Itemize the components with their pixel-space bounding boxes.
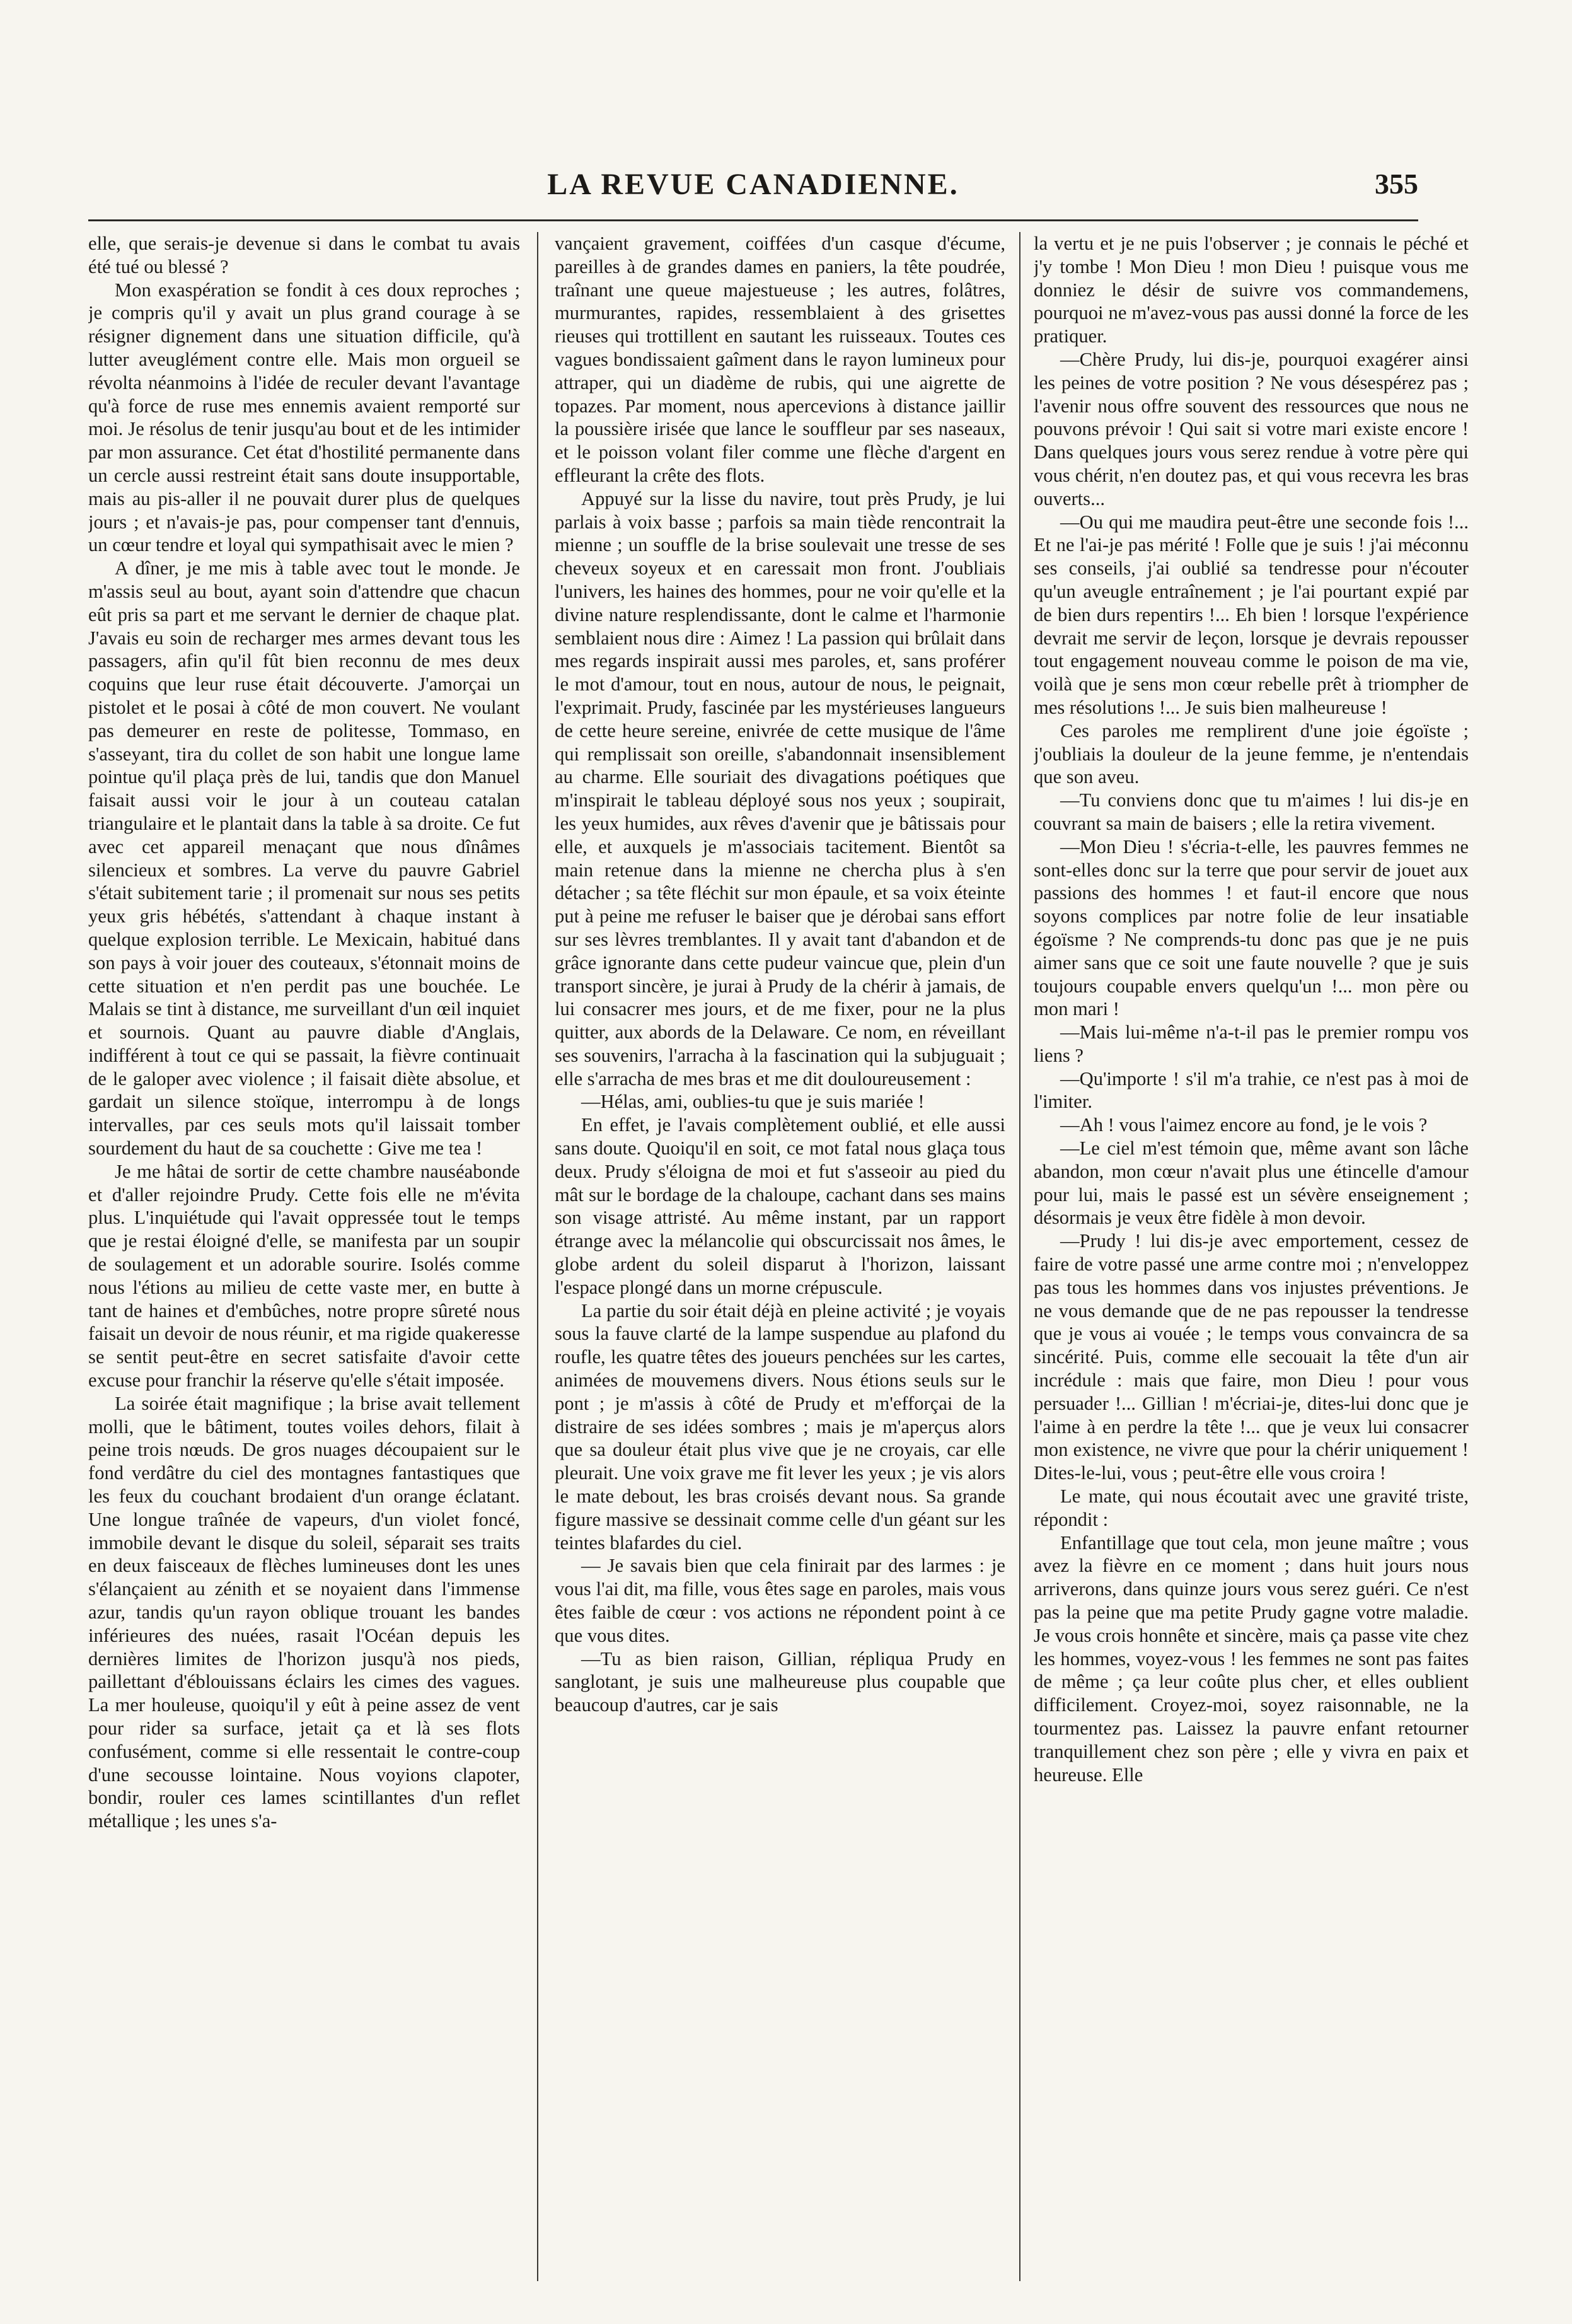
column-3 (1034, 232, 1469, 2287)
paragraph: Enfantillage que tout cela, mon jeune maître ; vous avez la fièvre en ce moment ; dans huit jours nous arriverons, dans quinze jours vous serez guéri. Ce n'est pas la peine que ma petite Prudy gagne votre maladie. Je vous crois honnête et sincère, mais ça passe vite chez les hommes, voyez-vous ! les femmes ne sont pas faites de même ; ça leur coûte plus cher, et elles oublient difficilement. Croyez-moi, soyez raisonnable, ne la tourmentez pas. Laissez la pauvre enfant retourner tranquillement chez son père ; elle y vivra en paix et heureuse. Elle (1034, 1531, 1469, 1786)
paragraph: la vertu et je ne puis l'observer ; je connais le péché et j'y tombe ! Mon Dieu ! mon Dieu ! puisque vous me donniez le désir de suivre vos commandemens, pourquoi ne m'avez-vous pas aussi donné la force de les pratiquer. (1034, 233, 1469, 347)
paragraph: elle, que serais-je devenue si dans le combat tu avais été tué ou blessé ? (88, 233, 520, 277)
paragraph: La soirée était magnifique ; la brise avait tellement molli, que le bâtiment, toutes voiles dehors, filait à peine trois nœuds. De gros nuages découpaient sur le fond verdâtre du ciel des montagnes fantastiques que les feux du couchant brodaient d'un orange éclatant. Une longue traînée de vapeurs, d'un violet foncé, immobile devant le disque du soleil, séparait ses traits en deux faisceaux de flèches lumineuses dont les unes s'élançaient au zénith et se noyaient dans l'immense azur, tandis qu'un rayon oblique trouant les bandes inférieures des nuées, rasait l'Océan depuis les dernières limites de l'horizon jusqu'à nos pieds, paillettant d'éblouissans éclairs les cimes des vagues. La mer houleuse, quoiqu'il y eût à peine assez de vent pour rider sa surface, jetait ça et là ses flots confusément, comme si elle ressentait le contre-coup d'une secousse lointaine. Nous voyions clapoter, bondir, rouler ces lames scintillantes d'un reflet métallique ; les unes s'a- (88, 1392, 520, 1832)
paragraph: La partie du soir était déjà en pleine activité ; je voyais sous la fauve clarté de la lampe suspendue au plafond du roufle, les quatre têtes des joueurs penchées sur les cartes, animées de mouvemens divers. Nous étions seuls sur le pont ; je m'assis à côté de Prudy et m'efforçai de la distraire de ses idées sombres ; mais je m'aperçus alors que sa douleur était plus vive que je ne croyais, car elle pleurait. Une voix grave me fit lever les yeux ; je vis alors le mate debout, les bras croisés devant nous. Sa grande figure massive se dessinait comme celle d'un géant sur les teintes blafardes du ciel. (555, 1299, 1005, 1554)
paragraph: Appuyé sur la lisse du navire, tout près Prudy, je lui parlais à voix basse ; parfois sa main tiède rencontrait la mienne ; un souffle de la brise soulevait une tresse de ses cheveux soyeux et en caressait mon front. J'oubliais l'univers, les haines des hommes, pour ne voir qu'elle et la divine nature resplendissante, dont le calme et l'harmonie semblaient nous dire : Aimez ! La passion qui brûlait dans mes regards inspirait aussi mes paroles, et, sans proférer le mot d'amour, tout en nous, autour de nous, le peignait, l'exprimait. Prudy, fascinée par les mystérieuses langueurs de cette heure sereine, enivrée de cette musique de l'âme qui remplissait son oreille, s'abandonnait insensiblement au charme. Elle souriait des divagations poétiques que m'inspirait le tableau déployé sous nos yeux ; soupirait, les yeux humides, aux rêves d'avenir que je bâtissais pour elle, et auxquels je m'associais tacitement. Bientôt sa main retenue dans la mienne ne chercha plus à s'en détacher ; sa tête fléchit sur mon épaule, et sa voix éteinte put à peine me refuser le baiser que je dérobai sans effort sur ses lèvres tremblantes. Il y avait tant d'abandon et de grâce ignorante dans cette pudeur vaincue que, plein d'un transport sincère, je jurai à Prudy de la chérir à jamais, de lui consacrer mes jours, et de me fixer, pour ne la plus quitter, aux abords de la Delaware. Ce nom, en réveillant ses souvenirs, l'arracha à la fascination qui la subjuguait ; elle s'arracha de mes bras et me dit douloureusement : (555, 487, 1005, 1089)
paragraph: —Le ciel m'est témoin que, même avant son lâche abandon, mon cœur n'avait plus une étincelle d'amour pour lui, mais le passé est un sévère enseignement ; désormais je veux être fidèle à mon devoir. (1034, 1137, 1469, 1229)
page-number: 355 (1375, 168, 1418, 200)
column-divider (537, 232, 538, 2281)
paragraph: A dîner, je me mis à table avec tout le monde. Je m'assis seul au bout, ayant soin d'attendre que chacun eût pris sa part et me servant le dernier de chaque plat. J'avais eu soin de recharger mes armes devant tous les passagers, afin qu'il fût bien reconnu de mes deux coquins que leur ruse était découverte. J'amorçai un pistolet et le posai à côté de mon couvert. Ne voulant pas demeurer en reste de politesse, Tommaso, en s'asseyant, tira du collet de son habit une longue lame pointue qu'il plaça près de lui, tandis que don Manuel faisait aussi voir le jour à un couteau catalan triangulaire et le plantait dans la table à sa droite. Ce fut avec cet appareil menaçant que nous dînâmes silencieux et sombres. La verve du pauvre Gabriel s'était subitement tarie ; il promenait sur nous ses petits yeux gris hébétés, s'attendant à chaque instant à quelque explosion terrible. Le Mexicain, habitué dans son pays à voir jouer des couteaux, s'étonnait moins de cette situation et n'en perdit pas une bouchée. Le Malais se tint à distance, me surveillant d'un œil inquiet et sournois. Quant au pauvre diable d'Anglais, indifférent à tout ce qui se passait, la fièvre continuait de le galoper avec violence ; il faisait diète absolue, et gardait un silence stoïque, interrompu à de longs intervalles, par ces seuls mots qu'il laissait tomber sourdement du haut de sa couchette : Give me tea ! (88, 557, 520, 1159)
publication-title: LA REVUE CANADIENNE. (547, 168, 959, 201)
paragraph: —Tu conviens donc que tu m'aimes ! lui dis-je en couvrant sa main de baisers ; elle la retira vivement. (1034, 789, 1469, 834)
paragraph: —Tu as bien raison, Gillian, répliqua Prudy en sanglotant, je suis une malheureuse plus coupable que beaucoup d'autres, car je sais (555, 1647, 1005, 1716)
paragraph: —Mais lui-même n'a-t-il pas le premier rompu vos liens ? (1034, 1021, 1469, 1066)
paragraph: Je me hâtai de sortir de cette chambre nauséabonde et d'aller rejoindre Prudy. Cette fois elle ne m'évita plus. L'inquiétude qui l'avait oppressée tout le temps que je restai éloigné d'elle, se manifesta par un soupir de soulagement et un adorable sourire. Isolés comme nous l'étions au milieu de cette vaste mer, en butte à tant de haines et d'embûches, notre propre sûreté nous faisait un devoir de nous réunir, et ma rigide quakeresse se sentit peut-être en secret satisfaite d'avoir cette excuse pour franchir la réserve qu'elle s'était imposée. (88, 1160, 520, 1391)
paragraph: Le mate, qui nous écoutait avec une gravité triste, répondit : (1034, 1485, 1469, 1530)
paragraph: —Prudy ! lui dis-je avec emportement, cessez de faire de votre passé une arme contre moi ; n'enveloppez pas tous les hommes dans vos injustes préventions. Je ne vous demande que de ne pas repousser la tendresse que je vous ai vouée ; le temps vous convaincra de sa sincérité. Puis, comme elle secouait la tête d'un air incrédule : mais que faire, mon Dieu ! pour vous persuader !... Gillian ! m'écriai-je, dites-lui donc que je l'aime à en perdre la tête !... que je veux lui consacrer mon existence, ne vivre que pour la chérir uniquement ! Dites-le-lui, vous ; peut-être elle vous croira ! (1034, 1230, 1469, 1484)
page-header (88, 167, 1418, 211)
column-divider (1019, 232, 1020, 2281)
paragraph: Ces paroles me remplirent d'une joie égoïste ; j'oubliais la douleur de la jeune femme, je n'entendais que son aveu. (1034, 719, 1469, 788)
paragraph: Mon exaspération se fondit à ces doux reproches ; je compris qu'il y avait un plus grand courage à se résigner dignement dans une situation difficile, qu'à lutter aveuglément contre elle. Mais mon orgueil se révolta néanmoins à l'idée de reculer devant l'avantage qu'à force de ruse mes ennemis avaient remporté sur moi. Je résolus de tenir jusqu'au bout et de les intimider par mon assurance. Cet état d'hostilité permanente dans un cercle aussi restreint était sans doute insupportable, mais au pis-aller il ne pouvait durer plus de quelques jours ; et n'avais-je pas, pour compenser tant d'ennuis, un cœur tendre et loyal qui sympathisait avec le mien ? (88, 279, 520, 556)
paragraph: —Qu'importe ! s'il m'a trahie, ce n'est pas à moi de l'imiter. (1034, 1067, 1469, 1113)
paragraph: —Ou qui me maudira peut-être une seconde fois !... Et ne l'ai-je pas mérité ! Folle que je suis ! j'ai méconnu ses conseils, j'ai oublié sa tendresse pour n'écouter qu'un aveugle entraînement ; je l'ai pourtant expié par de bien durs repentirs !... Eh bien ! lorsque l'expérience devrait me servir de leçon, lorsque je devrais repousser tout engagement nouveau comme le poison de ma vie, voilà que je sens mon cœur rebelle prêt à triompher de mes résolutions !... Je suis bien malheureuse ! (1034, 511, 1469, 718)
paragraph: —Ah ! vous l'aimez encore au fond, je le vois ? (1060, 1114, 1428, 1136)
paragraph: —Hélas, ami, oublies-tu que je suis mariée ! (581, 1091, 925, 1113)
paragraph: — Je savais bien que cela finirait par des larmes : je vous l'ai dit, ma fille, vous êtes sage en paroles, mais vous êtes faible de cœur : vos actions ne répondent point à ce que vous dites. (555, 1555, 1005, 1646)
column-2 (555, 232, 1005, 2287)
paragraph: En effet, je l'avais complètement oublié, et elle aussi sans doute. Quoiqu'il en soit, ce mot fatal nous glaça tous deux. Prudy s'éloigna de moi et fut s'asseoir au pied du mât sur le bordage de la chaloupe, cachant dans ses mains son visage attristé. Au même instant, par un rapport étrange avec la mélancolie qui obscurcissait nos âmes, le globe ardent du soleil disparut à l'horizon, laissant l'espace plongé dans un morne crépuscule. (555, 1114, 1005, 1298)
paragraph: vançaient gravement, coiffées d'un casque d'écume, pareilles à de grandes dames en paniers, la tête poudrée, traînant une queue majestueuse ; les autres, folâtres, murmurantes, rapides, ressemblaient à des grisettes rieuses qui trottillent en sautant les ruisseaux. Toutes ces vagues bondissaient gaîment dans le rayon lumineux pour attraper, qui un diadème de rubis, qui une aigrette de topazes. Par moment, nous apercevions à distance jaillir la poussière irisée que lance le souffleur par ses naseaux, et le poisson volant filer comme une flèche d'argent en effleurant la crête des flots. (555, 233, 1005, 486)
paragraph: —Mon Dieu ! s'écria-t-elle, les pauvres femmes ne sont-elles donc sur la terre que pour servir de jouet aux passions des hommes ! et faut-il encore que nous soyons complices par notre folie de leur insatiable égoïsme ? Ne comprends-tu donc pas que je ne puis aimer sans que ce soit une faute nouvelle ? que je suis toujours coupable envers quelqu'un !... mon père ou mon mari ! (1034, 835, 1469, 1020)
paragraph: —Chère Prudy, lui dis-je, pourquoi exagérer ainsi les peines de votre position ? Ne vous désespérez pas ; l'avenir nous offre souvent des ressources que nous ne pouvons prévoir ! Qui sait si votre mari existe encore ! Dans quelques jours vous serez rendue à votre père qui vous chérit, n'en doutez pas, et qui vous recevra les bras ouverts... (1034, 348, 1469, 509)
column-1 (88, 232, 520, 2287)
header-rule (88, 219, 1418, 221)
